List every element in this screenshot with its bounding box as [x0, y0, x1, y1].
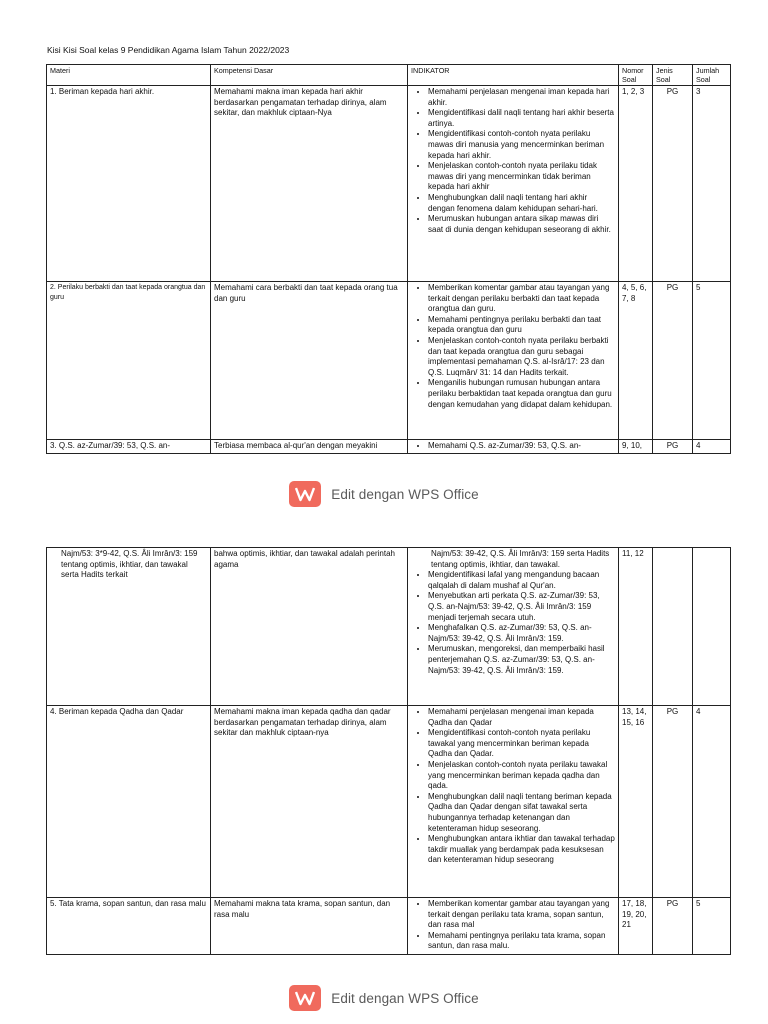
table-row	[47, 86, 731, 282]
nomor-soal-cell: 17, 18, 19, 20, 21	[619, 898, 653, 955]
header-indikator: INDIKATOR	[408, 65, 619, 86]
indikator-continuation: Najm/53: 39-42, Q.S. Âli Imrân/3: 159 serta Hadits tentang optimis, ikhtiar, dan tawakal.	[431, 549, 610, 569]
jenis-soal-cell: PG	[653, 440, 693, 454]
indikator-item: • Mengidentifikasi dalil naqli tentang hari akhir beserta artinya.	[428, 108, 615, 129]
jenis-soal-cell: PG	[653, 898, 693, 955]
indikator-list	[411, 707, 615, 866]
header-nomor-soal: Nomor Soal	[619, 65, 653, 86]
indikator-item: • Menghubungkan antara ikhtiar dan tawakal terhadap takdir muallak yang berdampak pada kesuksesan dan ketenteraman hidup seseorang	[428, 834, 615, 866]
indikator-item: • Memahami pentingnya perilaku tata krama, sopan santun, dan rasa malu.	[428, 931, 615, 952]
nomor-soal-cell: 9, 10,	[619, 440, 653, 454]
table-row	[47, 706, 731, 898]
materi-cell: 4. Beriman kepada Qadha dan Qadar	[47, 706, 211, 898]
indikator-item: • Memberikan komentar gambar atau tayangan yang terkait dengan perilaku berbakti dan taat kepada orangtua dan guru.	[428, 283, 615, 315]
jumlah-soal-cell	[693, 548, 731, 706]
jenis-soal-cell: PG	[653, 282, 693, 440]
jenis-soal-cell: PG	[653, 86, 693, 282]
indikator-item: • Menghafalkan Q.S. az-Zumar/39: 53, Q.S. an-Najm/53: 39-42, Q.S. Âli Imrân/3: 159.	[428, 623, 615, 644]
wps-edit-banner[interactable]	[0, 479, 768, 509]
indikator-item: • Memahami penjelasan mengenai iman kepada hari akhir.	[428, 87, 615, 108]
jenis-soal-cell: PG	[653, 706, 693, 898]
indikator-cell	[408, 548, 619, 706]
indikator-cell	[408, 440, 619, 454]
indikator-item: • Merumuskan hubungan antara sikap mawas diri saat di dunia dengan kehidupan seseorang di akhir.	[428, 214, 615, 235]
materi-cell: 5. Tata krama, sopan santun, dan rasa malu	[47, 898, 211, 955]
indikator-item: • Mengidentifikasi lafal yang mengandung bacaan qalqalah di dalam mushaf al Qur'an.	[428, 570, 615, 591]
indikator-item: • Memahami Q.S. az-Zumar/39: 53, Q.S. an-	[428, 441, 615, 452]
materi-cell: Najm/53: 3*9-42, Q.S. Âli Imrân/3: 159 tentang optimis, ikhtiar, dan tawakal serta Hadits terkait	[47, 548, 211, 706]
wps-logo-icon	[289, 985, 321, 1011]
indikator-list	[411, 899, 615, 952]
nomor-soal-cell: 1, 2, 3	[619, 86, 653, 282]
indikator-cell	[408, 86, 619, 282]
indikator-item: • Memahami penjelasan mengenai iman kepada Qadha dan Qadar	[428, 707, 615, 728]
table-header-row	[47, 65, 731, 86]
table-row	[47, 440, 731, 454]
indikator-list	[411, 441, 615, 452]
header-materi: Materi	[47, 65, 211, 86]
indikator-cell	[408, 706, 619, 898]
wps-edit-label: Edit dengan WPS Office	[331, 990, 479, 1006]
document-title: Kisi Kisi Soal kelas 9 Pendidikan Agama Islam Tahun 2022/2023	[47, 45, 290, 55]
indikator-list	[411, 570, 615, 676]
table-row	[47, 548, 731, 706]
kd-cell: Memahami makna tata krama, sopan santun, dan rasa malu	[211, 898, 408, 955]
indikator-item: • Memahami pentingnya perilaku berbakti dan taat kepada orangtua dan guru	[428, 315, 615, 336]
materi-cell: 3. Q.S. az-Zumar/39: 53, Q.S. an-	[47, 440, 211, 454]
table-row	[47, 898, 731, 955]
header-jumlah-soal: Jumlah Soal	[693, 65, 731, 86]
indikator-item: • Menganilis hubungan rumusan hubungan antara perilaku berbaktidan taat kepada orangtua dan guru dengan kemudahan yang didapat dalam kehidupan.	[428, 378, 615, 410]
wps-logo-icon	[289, 481, 321, 507]
jumlah-soal-cell: 3	[693, 86, 731, 282]
kd-cell: bahwa optimis, ikhtiar, dan tawakal adalah perintah agama	[211, 548, 408, 706]
indikator-list	[411, 87, 615, 235]
indikator-item: • Memberikan komentar gambar atau tayangan yang terkait dengan perilaku tata krama, sopan santun, dan rasa mal	[428, 899, 615, 931]
nomor-soal-cell: 4, 5, 6, 7, 8	[619, 282, 653, 440]
indikator-item: • Menghubungkan dalil naqli tentang beriman kepada Qadha dan Qadar dengan sifat tawakal serta hubungannya terhadap ketenangan dan ketenteraman hidup seseorang.	[428, 792, 615, 834]
jumlah-soal-cell: 5	[693, 282, 731, 440]
indikator-cell	[408, 282, 619, 440]
kisi-table-page-1	[46, 64, 731, 454]
kd-cell: Memahami makna iman kepada hari akhir berdasarkan pengamatan terhadap dirinya, alam sekitar, dan makhluk ciptaan-Nya	[211, 86, 408, 282]
kd-cell: Memahami cara berbakti dan taat kepada orang tua dan guru	[211, 282, 408, 440]
indikator-cell	[408, 898, 619, 955]
indikator-item: • Merumuskan, mengoreksi, dan memperbaiki hasil penterjemahan Q.S. az-Zumar/39: 53, Q.S. an-Najm/53: 39-42, Q.S. Âli Imrân/3: 159.	[428, 644, 615, 676]
indikator-item: • Menjelaskan contoh-contoh nyata perilaku berbakti dan taat kepada orangtua dan guru sebagai implementasi pemahaman Q.S. al-Isrâ/17: 23 dan Q.S. Luqmân/ 31: 14 dan Hadits terkait.	[428, 336, 615, 378]
indikator-item: • Menjelaskan contoh-contoh nyata perilaku tawakal yang mencerminkan beriman kepada qadha dan qada.	[428, 760, 615, 792]
indikator-item: • Menyebutkan arti perkata Q.S. az-Zumar/39: 53, Q.S. an-Najm/53: 39-42, Q.S. Âli Imrân/3: 159 menjadi terjemah secara utuh.	[428, 591, 615, 623]
jumlah-soal-cell: 4	[693, 440, 731, 454]
header-kompetensi-dasar: Kompetensi Dasar	[211, 65, 408, 86]
indikator-item: • Mengidentifikasi contoh-contoh nyata perilaku tawakal yang mencerminkan beriman kepada Qadha dan Qadar.	[428, 728, 615, 760]
nomor-soal-cell: 11, 12	[619, 548, 653, 706]
wps-edit-banner[interactable]	[0, 983, 768, 1013]
kd-cell: Terbiasa membaca al-qur'an dengan meyakini	[211, 440, 408, 454]
jumlah-soal-cell: 4	[693, 706, 731, 898]
indikator-item: • Menjelaskan contoh-contoh nyata perilaku tidak mawas diri yang mencerminkan tidak beriman kepada hari akhir	[428, 161, 615, 193]
materi-cell: 2. Perilaku berbakti dan taat kepada orangtua dan guru	[47, 282, 211, 440]
indikator-item: • Menghubungkan dalil naqli tentang hari akhir dengan fenomena dalam kehidupan sehari-hari.	[428, 193, 615, 214]
indikator-item: • Mengidentifikasi contoh-contoh nyata perilaku mawas diri manusia yang mencerminkan beriman kepada hari akhir.	[428, 129, 615, 161]
nomor-soal-cell: 13, 14, 15, 16	[619, 706, 653, 898]
indikator-list	[411, 283, 615, 410]
kisi-table-page-2	[46, 547, 731, 955]
header-jenis-soal: Jenis Soal	[653, 65, 693, 86]
wps-edit-label: Edit dengan WPS Office	[331, 486, 479, 502]
jumlah-soal-cell: 5	[693, 898, 731, 955]
kd-cell: Memahami makna iman kepada qadha dan qadar berdasarkan pengamatan terhadap dirinya, alam sekitar dan makhluk ciptaan-nya	[211, 706, 408, 898]
materi-cell: 1. Beriman kepada hari akhir.	[47, 86, 211, 282]
table-row	[47, 282, 731, 440]
jenis-soal-cell	[653, 548, 693, 706]
